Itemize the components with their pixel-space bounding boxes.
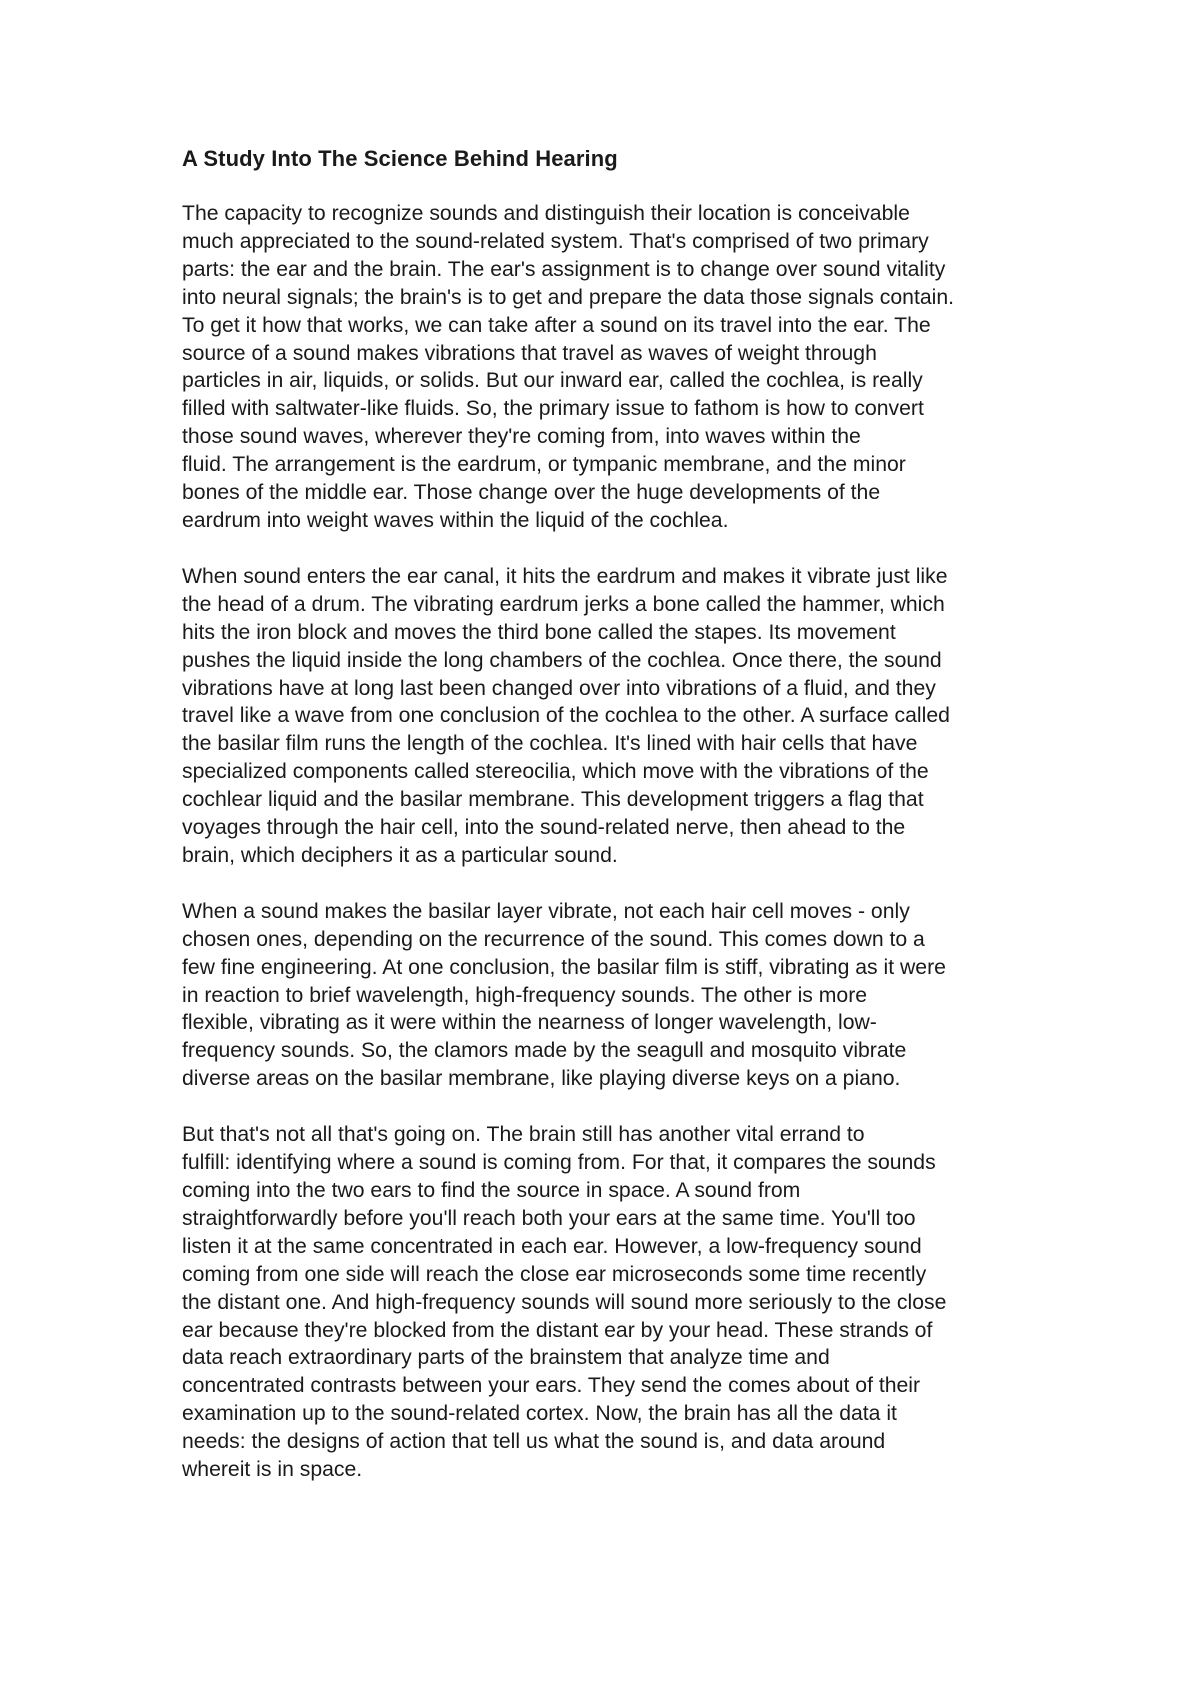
text-line: whereit is in space.	[182, 1458, 363, 1482]
text-line: To get it how that works, we can take after a sound on its travel into the ear. The	[182, 313, 931, 337]
text-line: source of a sound makes vibrations that travel as waves of weight through	[182, 341, 877, 365]
text-line: into neural signals; the brain's is to get and prepare the data those signals contain.	[182, 285, 954, 309]
text-line: particles in air, liquids, or solids. But our inward ear, called the cochlea, is really	[182, 369, 923, 393]
text-line: fulfill: identifying where a sound is coming from. For that, it compares the sounds	[182, 1151, 936, 1175]
text-line: needs: the designs of action that tell us what the sound is, and data around	[182, 1430, 886, 1454]
text-line: When sound enters the ear canal, it hits the eardrum and makes it vibrate just like	[182, 564, 948, 588]
text-line: data reach extraordinary parts of the brainstem that analyze time and	[182, 1346, 830, 1370]
text-line: specialized components called stereocilia, which move with the vibrations of the	[182, 760, 929, 784]
text-line: pushes the liquid inside the long chambers of the cochlea. Once there, the sound	[182, 648, 942, 672]
text-line: vibrations have at long last been changed over into vibrations of a fluid, and they	[182, 676, 936, 700]
paragraph	[182, 563, 1042, 870]
text-line: examination up to the sound-related cortex. Now, the brain has all the data it	[182, 1402, 897, 1426]
paragraph	[182, 1121, 1042, 1484]
text-line: travel like a wave from one conclusion of the cochlea to the other. A surface called	[182, 704, 950, 728]
text-line: voyages through the hair cell, into the sound-related nerve, then ahead to the	[182, 816, 906, 840]
text-line: listen it at the same concentrated in each ear. However, a low-frequency sound	[182, 1234, 922, 1258]
text-line: ear because they're blocked from the distant ear by your head. These strands of	[182, 1318, 933, 1342]
text-line: those sound waves, wherever they're coming from, into waves within the	[182, 425, 861, 449]
paragraph	[182, 898, 1042, 1093]
paragraph-list	[182, 200, 1042, 1484]
text-line: few fine engineering. At one conclusion, the basilar film is stiff, vibrating as it were	[182, 955, 946, 979]
text-line: hits the iron block and moves the third bone called the stapes. Its movement	[182, 620, 896, 644]
text-line: brain, which deciphers it as a particular sound.	[182, 843, 618, 867]
text-line: concentrated contrasts between your ears. They send the comes about of their	[182, 1374, 921, 1398]
text-line: filled with saltwater-like fluids. So, the primary issue to fathom is how to convert	[182, 397, 924, 421]
text-line: straightforwardly before you'll reach both your ears at the same time. You'll too	[182, 1206, 916, 1230]
text-line: much appreciated to the sound-related system. That's comprised of two primary	[182, 229, 929, 253]
text-line: flexible, vibrating as it were within the nearness of longer wavelength, low-	[182, 1011, 877, 1035]
text-line: The capacity to recognize sounds and distinguish their location is conceivable	[182, 202, 910, 225]
text-line: in reaction to brief wavelength, high-frequency sounds. The other is more	[182, 983, 868, 1007]
text-line: bones of the middle ear. Those change over the huge developments of the	[182, 481, 881, 505]
text-line: frequency sounds. So, the clamors made by the seagull and mosquito vibrate	[182, 1039, 907, 1063]
text-line: diverse areas on the basilar membrane, like playing diverse keys on a piano.	[182, 1067, 901, 1091]
text-line: fluid. The arrangement is the eardrum, or tympanic membrane, and the minor	[182, 453, 906, 477]
text-line: coming into the two ears to find the source in space. A sound from	[182, 1179, 801, 1202]
text-line: eardrum into weight waves within the liquid of the cochlea.	[182, 508, 729, 532]
text-line: coming from one side will reach the close ear microseconds some time recently	[182, 1262, 927, 1286]
paragraph	[182, 200, 1042, 535]
document-body	[182, 145, 1042, 1512]
document-title: A Study Into The Science Behind Hearing	[182, 146, 618, 171]
text-line: the basilar film runs the length of the cochlea. It's lined with hair cells that have	[182, 732, 918, 756]
text-line: the head of a drum. The vibrating eardrum jerks a bone called the hammer, which	[182, 592, 945, 616]
text-line: chosen ones, depending on the recurrence of the sound. This comes down to a	[182, 927, 925, 951]
text-line: parts: the ear and the brain. The ear's assignment is to change over sound vitality	[182, 257, 946, 281]
text-line: When a sound makes the basilar layer vibrate, not each hair cell moves - only	[182, 899, 910, 923]
text-line: But that's not all that's going on. The brain still has another vital errand to	[182, 1123, 865, 1147]
text-line: cochlear liquid and the basilar membrane. This development triggers a flag that	[182, 788, 924, 812]
text-line: the distant one. And high-frequency sounds will sound more seriously to the close	[182, 1290, 947, 1314]
